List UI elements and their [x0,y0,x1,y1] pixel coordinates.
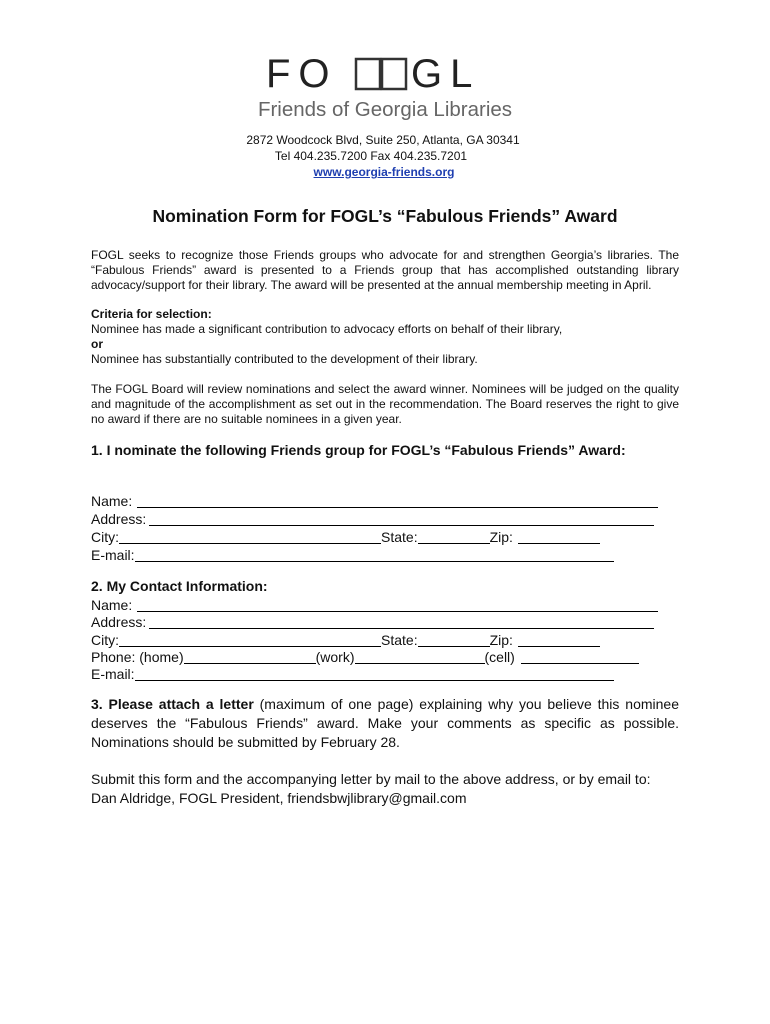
submit-contact: Dan Aldridge, FOGL President, friendsbwjlibrary@gmail.com [91,790,467,806]
logo-letters-left: FO [266,52,338,96]
criteria-item: Nominee has made a significant contribution to advocacy efforts on behalf of their library, [91,322,563,336]
section2-heading: 2. My Contact Information: [91,578,268,594]
contact-email-input[interactable] [135,666,614,681]
nominee-email-input[interactable] [135,547,614,562]
email-label: E-mail: [91,547,135,563]
city-label: City: [91,632,119,648]
phone-work-label: (work) [315,649,355,665]
nominee-address-field [91,510,654,528]
contact-name-field [91,596,658,614]
zip-label: Zip: [489,529,513,545]
nominee-address-input[interactable] [149,511,654,526]
phone-cell-label: (cell) [484,649,515,665]
address-label: Address: [91,614,147,630]
nominee-city-input[interactable] [119,529,381,544]
open-book-icon [353,56,409,92]
city-label: City: [91,529,119,545]
criteria-connector: or [91,337,103,351]
nominee-email-field [91,546,614,564]
section3-heading: 3. Please attach a letter [91,696,254,712]
contact-address-field [91,613,654,631]
fogl-logo [250,52,520,122]
contact-zip-input[interactable] [518,632,600,647]
address-line: 2872 Woodcock Blvd, Suite 250, Atlanta, GA 30341 [246,133,520,147]
address-label: Address: [91,511,147,527]
board-paragraph: The FOGL Board will review nominations and select the award winner. Nominees will be judged on the quality and magnitude of the accomplishment as set out in the recommendation. The Board reserves the right to give no award if there are no suitable nominees in a given year. [91,382,679,426]
contact-city-input[interactable] [119,632,381,647]
nominee-city-state-zip-field [91,528,600,546]
contact-state-input[interactable] [418,632,490,647]
phone-cell-input[interactable] [521,649,639,664]
phone-fax-line: Tel 404.235.7200 Fax 404.235.7201 [274,149,468,163]
intro-paragraph: FOGL seeks to recognize those Friends groups who advocate for and strengthen Georgia’s libraries. The “Fabulous Friends” award is presented to a Friends group that has accomplished outstanding library advocacy/support for their library. The award will be presented at the annual membership meeting in April. [91,248,679,292]
name-label: Name: [91,597,133,613]
section1-heading: 1. I nominate the following Friends group for FOGL’s “Fabulous Friends” Award: [91,442,626,458]
logo-subtitle: Friends of Georgia Libraries [257,98,513,121]
nominee-state-input[interactable] [418,529,490,544]
criteria-item: Nominee has substantially contributed to the development of their library. [91,352,478,366]
contact-email-field [91,665,614,683]
phone-home-label: Phone: (home) [91,649,184,665]
section3-paragraph [91,695,679,752]
phone-home-input[interactable] [184,649,316,664]
nominee-zip-input[interactable] [518,529,600,544]
contact-address-input[interactable] [149,614,654,629]
website-link[interactable]: www.georgia-friends.org [313,165,455,179]
criteria-block [91,307,679,367]
contact-name-input[interactable] [137,597,658,612]
website-line [0,165,769,179]
logo-letters-right: GL [411,52,481,96]
submit-line: Submit this form and the accompanying letter by mail to the above address, or by email to: [91,771,651,787]
nominee-name-field [91,492,658,510]
contact-phone-field [91,648,639,666]
phone-work-input[interactable] [355,649,485,664]
page-title: Nomination Form for FOGL’s “Fabulous Friends” Award [152,206,618,226]
state-label: State: [381,529,418,545]
criteria-heading: Criteria for selection: [91,307,212,321]
contact-city-state-zip-field [91,631,600,649]
section3-text: (maximum of one page) explaining why you believe this nominee deserves the “Fabulous Friends” award. Make your comments as specific as possible. Nominations should be submitted by February 28. [91,696,679,750]
name-label: Name: [91,493,133,509]
zip-label: Zip: [489,632,513,648]
email-label: E-mail: [91,666,135,682]
nominee-name-input[interactable] [137,493,658,508]
submit-instructions [91,770,691,808]
state-label: State: [381,632,418,648]
